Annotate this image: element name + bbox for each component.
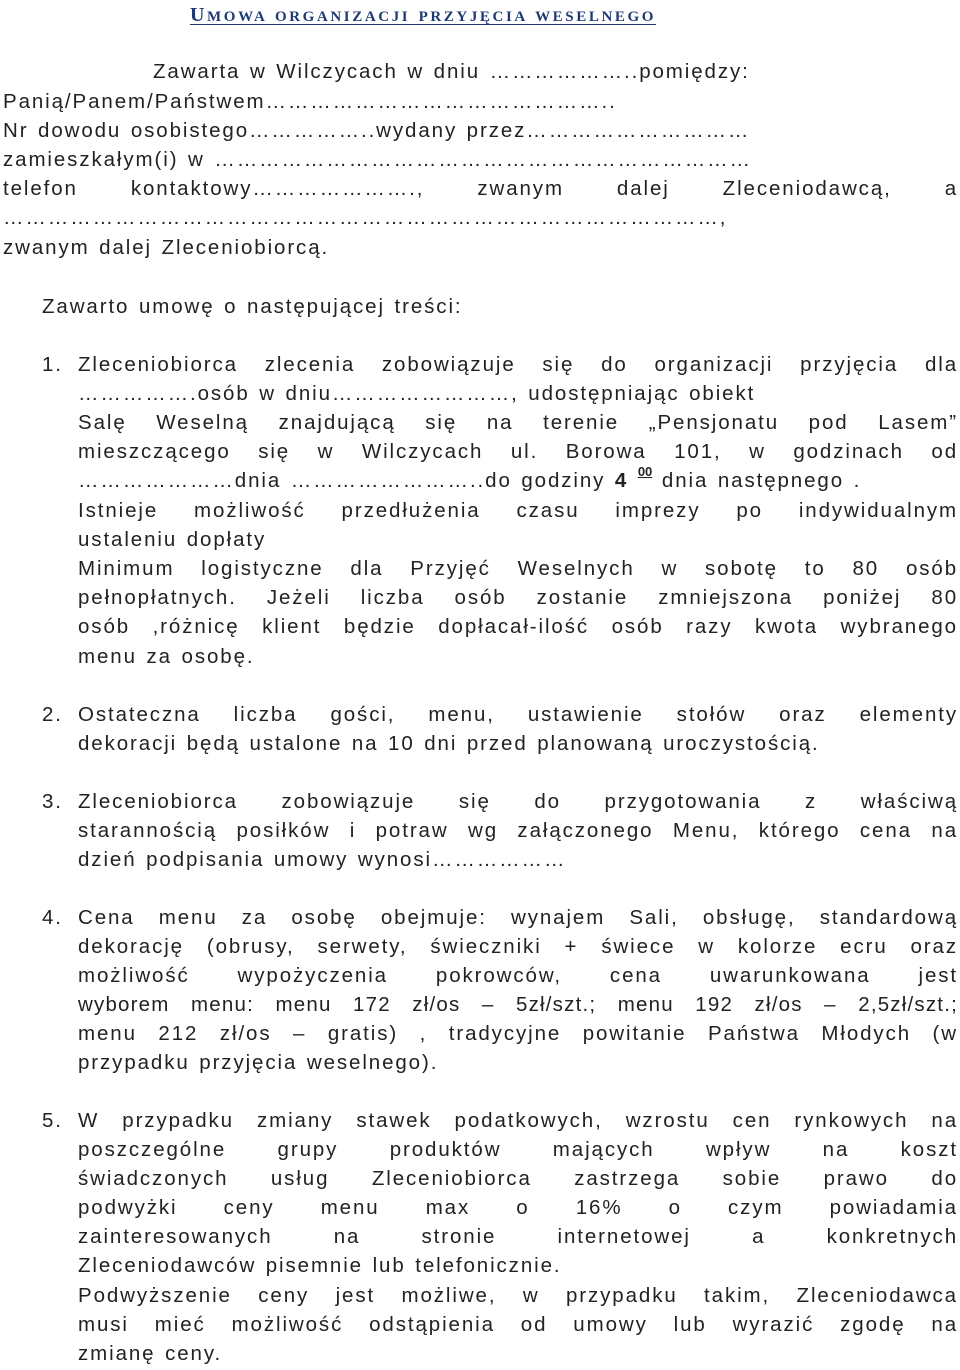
p1-line-9: pełnopłatnych. Jeżeli liczba osób zostanie zmniejszona poniżej 80: [78, 586, 958, 609]
p1-line-5-end: dnia następnego .: [652, 469, 862, 492]
p2-line-2: dekoracji będą ustalone na 10 dni przed planowaną uroczystością.: [78, 732, 820, 755]
document-title: [190, 4, 656, 27]
p5-line-5: zainteresowanych na stronie internetowej a konkretnych: [78, 1225, 958, 1248]
p4-line-1: Cena menu za osobę obejmuje: wynajem Sali, obsługę, standardową: [78, 906, 958, 929]
p5-line-4: podwyżki ceny menu max o 16% o czym powiadamia: [78, 1196, 958, 1219]
p3-line-1: Zleceniobiorca zobowiązuje się do przygotowania z właściwą: [78, 790, 958, 813]
intro-line-1: Zawarta w Wilczycach w dniu ………………..pomiędzy:: [153, 60, 750, 83]
p3-line-2: starannością posiłków i potraw wg załączonego Menu, którego cena na: [78, 819, 958, 842]
p1-line-1: Zleceniobiorca zlecenia zobowiązuje się do organizacji przyjęcia dla: [78, 353, 958, 376]
p1-line-10: osób ,różnicę klient będzie dopłacał-ilość osób razy kwota wybranego: [78, 615, 958, 638]
p4-line-2: dekorację (obrusy, serwety, świeczniki + świece w kolorze ecru oraz: [78, 935, 958, 958]
title-initial: U: [190, 4, 208, 26]
p1-line-3: Salę Weselną znajdującą się na terenie „Pensjonatu pod Lasem”: [78, 411, 958, 434]
p1-number: 1.: [42, 353, 63, 376]
p1-line-2: …………….osób w dniu……………………, udostępniając obiekt: [78, 382, 756, 405]
p5-line-9: zmianę ceny.: [78, 1342, 223, 1365]
p4-line-3: możliwość wypożyczenia pokrowców, cena uwarunkowana jest: [78, 964, 958, 987]
preamble: Zawarto umowę o następującej treści:: [42, 295, 463, 318]
p4-line-5: menu 212 zł/os – gratis) , tradycyjne powitanie Państwa Młodych (w: [78, 1022, 958, 1045]
intro-line-5: telefon kontaktowy…………………., zwanym dalej Zleceniodawcą, a: [3, 177, 958, 200]
p1-hour: 4: [614, 469, 629, 492]
p1-line-6: Istnieje możliwość przedłużenia czasu imprezy po indywidualnym: [78, 499, 958, 522]
p5-line-8: musi mieć możliwość odstąpienia od umowy lub wyrazić zgodę na: [78, 1313, 958, 1336]
p5-line-1: W przypadku zmiany stawek podatkowych, wzrostu cen rynkowych na: [78, 1109, 958, 1132]
p4-line-4: wyborem menu: menu 172 zł/os – 5zł/szt.; menu 192 zł/os – 2,5zł/szt.;: [78, 993, 958, 1016]
p1-line-5: [78, 466, 861, 497]
title-text: MOWA ORGANIZACJI PRZYJĘCIA WESELNEGO: [207, 9, 657, 25]
p2-line-1: Ostateczna liczba gości, menu, ustawienie stołów oraz elementy: [78, 703, 958, 726]
p5-line-7: Podwyższenie ceny jest możliwe, w przypadku takim, Zleceniodawca: [78, 1284, 958, 1307]
p2-number: 2.: [42, 703, 63, 726]
p1-line-11: menu za osobę.: [78, 645, 255, 668]
p3-line-3: dzień podpisania umowy wynosi………………: [78, 848, 567, 871]
p5-number: 5.: [42, 1109, 63, 1132]
p5-line-2: poszczególne grupy produktów mających wpływ na koszt: [78, 1138, 958, 1161]
p1-line-8: Minimum logistyczne dla Przyjęć Weselnych w sobotę to 80 osób: [78, 557, 958, 580]
p3-number: 3.: [42, 790, 63, 813]
intro-line-3: Nr dowodu osobistego……………..wydany przez…………………………: [3, 119, 751, 142]
p5-line-3: świadczonych usług Zleceniobiorca zastrzega sobie prawo do: [78, 1167, 958, 1190]
p1-line-7: ustaleniu dopłaty: [78, 528, 267, 551]
p1-line-4: mieszczącego się w Wilczycach ul. Borowa 101, w godzinach od: [78, 440, 958, 463]
p4-number: 4.: [42, 906, 63, 929]
p1-line-5-date: …………………dnia ……………………..do godziny: [78, 469, 615, 492]
p4-line-6: przypadku przyjęcia weselnego).: [78, 1051, 439, 1074]
intro-line-7: zwanym dalej Zleceniobiorcą.: [3, 236, 330, 259]
p1-minutes: 00: [637, 464, 653, 479]
intro-line-2: Panią/Panem/Państwem………………………………………..: [3, 90, 617, 113]
p5-line-6: Zleceniodawców pisemnie lub telefonicznie.: [78, 1254, 562, 1277]
intro-line-4: zamieszkałym(i) w ………………………………………………………………: [3, 148, 752, 171]
intro-line-6: ……………………………………………………………………………………,: [3, 206, 728, 229]
